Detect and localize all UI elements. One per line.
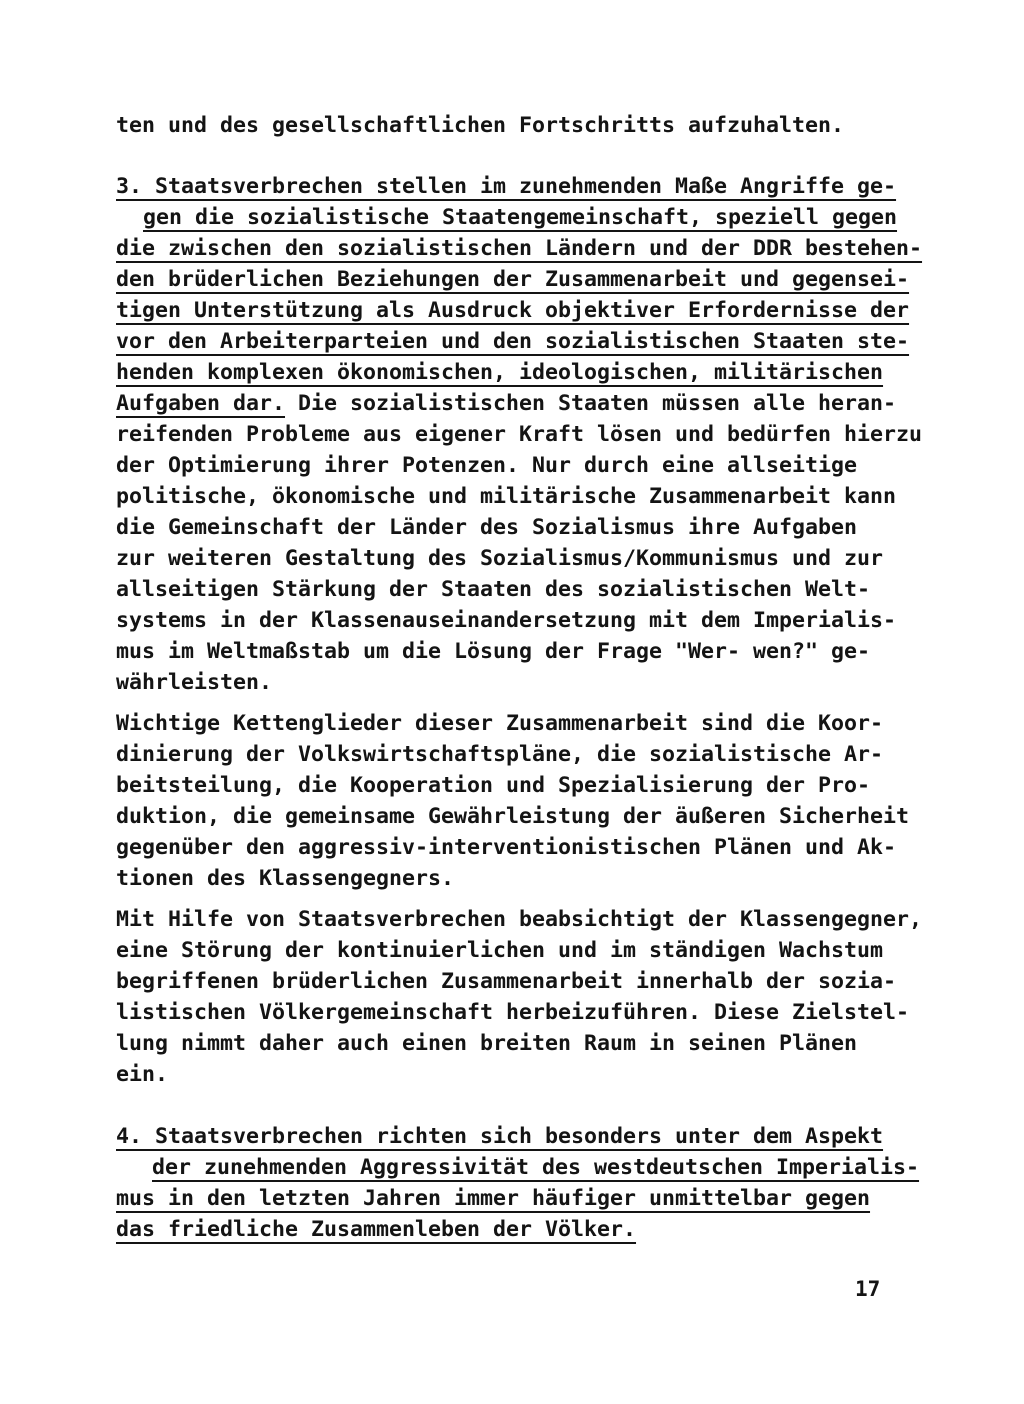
text-line: dinierung der Volkswirtschaftspläne, die sozialistische Ar- — [116, 742, 884, 767]
text-line: das friedliche Zusammenleben der Völker. — [116, 1217, 637, 1242]
text-line: 4. Staatsverbrechen richten sich besonders unter dem Aspekt — [116, 1124, 884, 1149]
underlined-text: Aufgaben dar. — [116, 391, 286, 416]
text-line: die zwischen den sozialistischen Ländern und der DDR bestehen- — [116, 236, 923, 261]
text-line: gen die sozialistische Staatengemeinschaft, speziell gegen — [143, 205, 898, 230]
text-line: henden komplexen ökonomischen, ideologischen, militärischen — [116, 360, 884, 385]
text-line: die Gemeinschaft der Länder des Sozialismus ihre Aufgaben — [116, 515, 858, 540]
plain-text: Die sozialistischen Staaten müssen alle heran- — [285, 391, 897, 416]
text-line: listischen Völkergemeinschaft herbeizuführen. Diese Zielstel- — [116, 1000, 910, 1025]
text-line: duktion, die gemeinsame Gewährleistung der äußeren Sicherheit — [116, 804, 910, 829]
text-line: tigen Unterstützung als Ausdruck objektiver Erfordernisse der — [116, 298, 910, 323]
text-line: lung nimmt daher auch einen breiten Raum in seinen Plänen — [116, 1031, 858, 1056]
text-line: den brüderlichen Beziehungen der Zusammenarbeit und gegensei- — [116, 267, 910, 292]
text-line: beitsteilung, die Kooperation und Spezialisierung der Pro- — [116, 773, 871, 798]
text-line: mus in den letzten Jahren immer häufiger unmittelbar gegen — [116, 1186, 871, 1211]
text-line: tionen des Klassengegners. — [116, 866, 455, 891]
text-line: ten und des gesellschaftlichen Fortschritts aufzuhalten. — [116, 113, 845, 138]
text-line: 3. Staatsverbrechen stellen im zunehmenden Maße Angriffe ge- — [116, 174, 897, 199]
text-line: systems in der Klassenauseinandersetzung mit dem Imperialis- — [116, 608, 897, 633]
text-line: ein. — [116, 1062, 169, 1087]
text-line: Wichtige Kettenglieder dieser Zusammenarbeit sind die Koor- — [116, 711, 884, 736]
text-line: mus im Weltmaßstab um die Lösung der Frage "Wer- wen?" ge- — [116, 639, 871, 664]
text-line: begriffenen brüderlichen Zusammenarbeit innerhalb der sozia- — [116, 969, 897, 994]
text-line: politische, ökonomische und militärische Zusammenarbeit kann — [116, 484, 897, 509]
page-number: 17 — [855, 1277, 881, 1301]
text-line: allseitigen Stärkung der Staaten des sozialistischen Welt- — [116, 577, 871, 602]
text-line: Mit Hilfe von Staatsverbrechen beabsichtigt der Klassengegner, — [116, 907, 923, 932]
text-line: der zunehmenden Aggressivität des westdeutschen Imperialis- — [152, 1155, 920, 1180]
text-line: vor den Arbeiterparteien und den sozialistischen Staaten ste- — [116, 329, 910, 354]
text-line: reifenden Probleme aus eigener Kraft lösen und bedürfen hierzu — [116, 422, 923, 447]
text-line — [116, 390, 896, 418]
text-line: der Optimierung ihrer Potenzen. Nur durch eine allseitige — [116, 453, 858, 478]
text-line: gegenüber den aggressiv-interventionistischen Plänen und Ak- — [116, 835, 897, 860]
text-line: zur weiteren Gestaltung des Sozialismus/Kommunismus und zur — [116, 546, 884, 571]
text-line: eine Störung der kontinuierlichen und im ständigen Wachstum — [116, 938, 884, 963]
text-line: währleisten. — [116, 670, 273, 695]
